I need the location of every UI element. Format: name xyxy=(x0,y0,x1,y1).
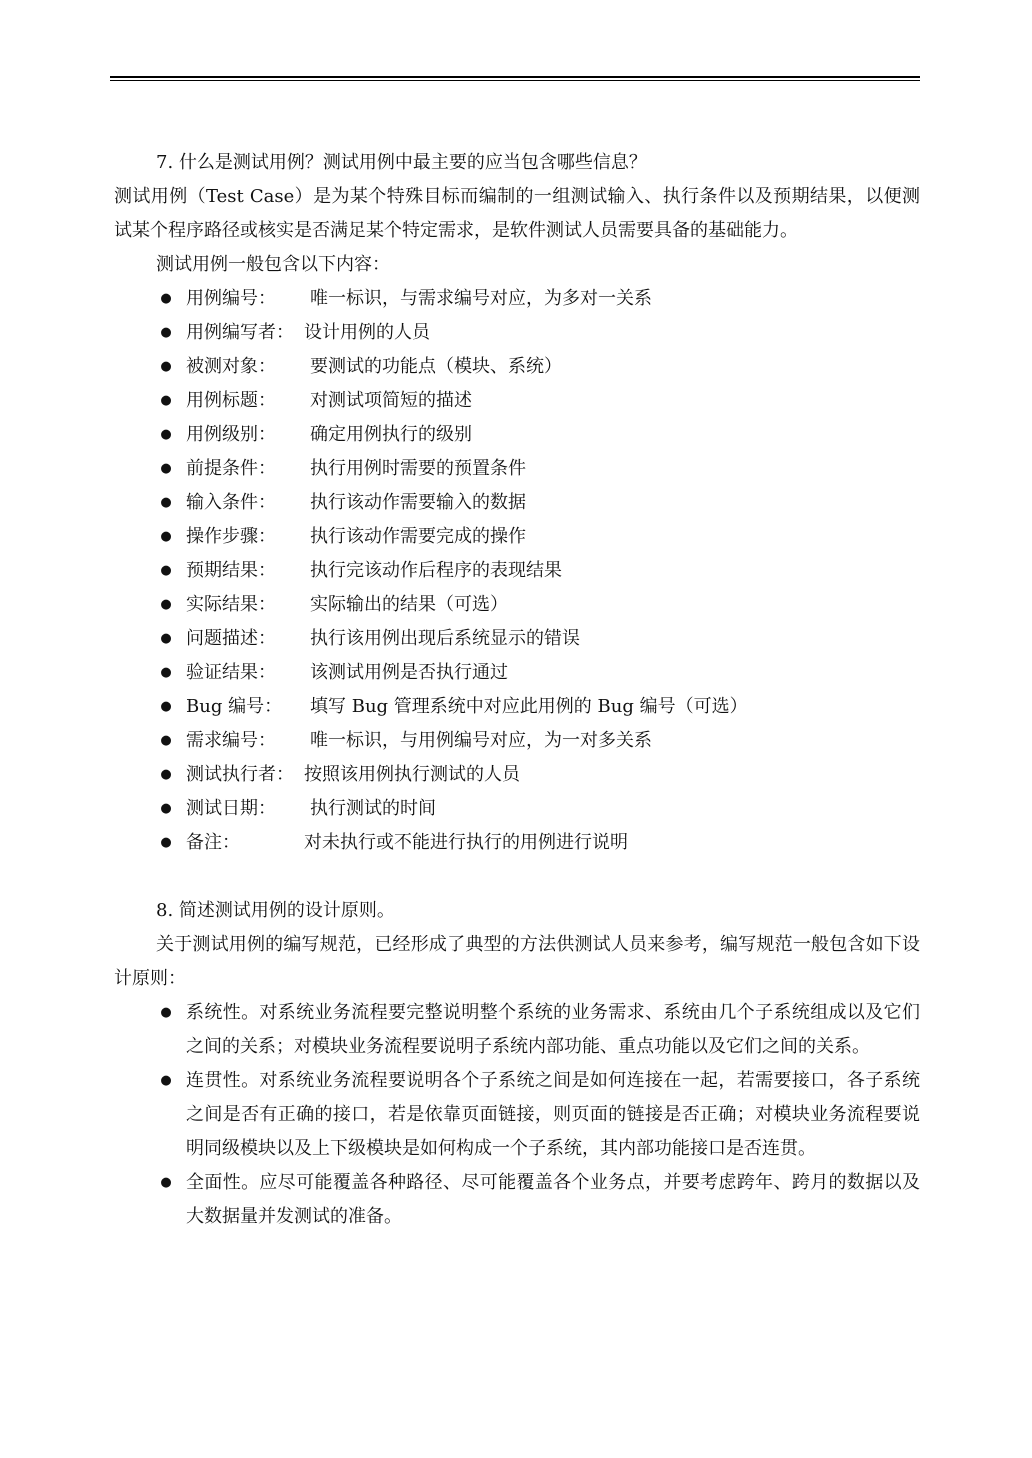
field-desc: 按照该用例执行测试的人员 xyxy=(304,764,520,785)
list-item xyxy=(114,792,920,826)
bullet-icon: ● xyxy=(160,1005,172,1020)
field-term: 测试日期： xyxy=(186,798,276,819)
principle-text: 系统性。对系统业务流程要完整说明整个系统的业务需求、系统由几个子系统组成以及它们之间的关系；对模块业务流程要说明子系统内部功能、重点功能以及它们之间的关系。 xyxy=(186,1002,920,1057)
field-term: 实际结果： xyxy=(186,594,276,615)
list-item xyxy=(114,724,920,758)
bullet-icon: ● xyxy=(160,325,172,340)
header-rule-thin xyxy=(110,80,920,81)
list-item xyxy=(114,486,920,520)
bullet-icon: ● xyxy=(160,699,172,714)
design-principles-intro: 关于测试用例的编写规范，已经形成了典型的方法供测试人员来参考，编写规范一般包含如下设计原则： xyxy=(114,934,920,989)
field-term: Bug 编号： xyxy=(186,696,283,717)
bullet-icon: ● xyxy=(160,427,172,442)
bullet-icon: ● xyxy=(160,291,172,306)
bullet-icon: ● xyxy=(160,495,172,510)
bullet-icon: ● xyxy=(160,563,172,578)
field-desc: 要测试的功能点（模块、系统） xyxy=(310,356,562,377)
field-term: 操作步骤： xyxy=(186,526,276,547)
bullet-icon: ● xyxy=(160,597,172,612)
field-term: 输入条件： xyxy=(186,492,276,513)
list-item xyxy=(114,316,920,350)
list-item xyxy=(114,588,920,622)
list-item xyxy=(114,758,920,792)
test-case-field-list xyxy=(114,282,920,860)
document-body xyxy=(114,146,920,1234)
list-item xyxy=(114,520,920,554)
bullet-icon: ● xyxy=(160,461,172,476)
field-term: 用例编写者： xyxy=(186,322,294,343)
list-item xyxy=(114,384,920,418)
field-desc: 对测试项简短的描述 xyxy=(310,390,472,411)
field-desc: 执行用例时需要的预置条件 xyxy=(310,458,526,479)
field-desc: 执行该动作需要输入的数据 xyxy=(310,492,526,513)
list-item xyxy=(114,656,920,690)
field-term: 备注： xyxy=(186,832,240,853)
field-term: 验证结果： xyxy=(186,662,276,683)
bullet-icon: ● xyxy=(160,1175,172,1190)
list-item xyxy=(114,622,920,656)
bullet-icon: ● xyxy=(160,733,172,748)
list-item xyxy=(114,1064,920,1166)
bullet-icon: ● xyxy=(160,359,172,374)
field-desc: 对未执行或不能进行执行的用例进行说明 xyxy=(304,832,628,853)
section-gap xyxy=(114,860,920,894)
principle-text: 全面性。应尽可能覆盖各种路径、尽可能覆盖各个业务点，并要考虑跨年、跨月的数据以及大数据量并发测试的准备。 xyxy=(186,1172,920,1227)
list-item xyxy=(114,996,920,1064)
list-item xyxy=(114,282,920,316)
list-item xyxy=(114,1166,920,1234)
field-term: 用例编号： xyxy=(186,288,276,309)
design-principle-list xyxy=(114,996,920,1234)
list-item xyxy=(114,690,920,724)
field-term: 预期结果： xyxy=(186,560,276,581)
list-item xyxy=(114,350,920,384)
list-item xyxy=(114,452,920,486)
field-term: 前提条件： xyxy=(186,458,276,479)
field-term: 用例标题： xyxy=(186,390,276,411)
field-term: 被测对象： xyxy=(186,356,276,377)
field-desc: 唯一标识，与需求编号对应，为多对一关系 xyxy=(310,288,652,309)
bullet-icon: ● xyxy=(160,665,172,680)
question-8-title: 8. 简述测试用例的设计原则。 xyxy=(156,900,395,921)
field-desc: 实际输出的结果（可选） xyxy=(310,594,508,615)
field-desc: 执行完该动作后程序的表现结果 xyxy=(310,560,562,581)
field-term: 问题描述： xyxy=(186,628,276,649)
list-item xyxy=(114,554,920,588)
field-term: 用例级别： xyxy=(186,424,276,445)
field-desc: 确定用例执行的级别 xyxy=(310,424,472,445)
field-term: 测试执行者： xyxy=(186,764,294,785)
question-7-title: 7. 什么是测试用例？测试用例中最主要的应当包含哪些信息？ xyxy=(156,152,647,173)
test-case-definition: 测试用例（Test Case）是为某个特殊目标而编制的一组测试输入、执行条件以及预期结果，以便测试某个程序路径或核实是否满足某个特定需求，是软件测试人员需要具备的基础能力。 xyxy=(114,186,920,241)
principle-text: 连贯性。对系统业务流程要说明各个子系统之间是如何连接在一起，若需要接口，各子系统之间是否有正确的接口，若是依靠页面链接，则页面的链接是否正确；对模块业务流程要说明同级模块以及上下级模块是如何构成一个子系统，其内部功能接口是否连贯。 xyxy=(186,1070,920,1159)
bullet-icon: ● xyxy=(160,631,172,646)
test-case-contents-intro: 测试用例一般包含以下内容： xyxy=(156,254,390,275)
list-item xyxy=(114,418,920,452)
field-desc: 唯一标识，与用例编号对应，为一对多关系 xyxy=(310,730,652,751)
bullet-icon: ● xyxy=(160,393,172,408)
list-item xyxy=(114,826,920,860)
bullet-icon: ● xyxy=(160,529,172,544)
field-desc: 执行该动作需要完成的操作 xyxy=(310,526,526,547)
field-desc: 执行该用例出现后系统显示的错误 xyxy=(310,628,580,649)
header-rule-thick xyxy=(110,76,920,78)
field-term: 需求编号： xyxy=(186,730,276,751)
bullet-icon: ● xyxy=(160,767,172,782)
bullet-icon: ● xyxy=(160,801,172,816)
field-desc: 填写 Bug 管理系统中对应此用例的 Bug 编号（可选） xyxy=(310,696,748,717)
bullet-icon: ● xyxy=(160,1073,172,1088)
field-desc: 设计用例的人员 xyxy=(304,322,430,343)
field-desc: 该测试用例是否执行通过 xyxy=(310,662,508,683)
field-desc: 执行测试的时间 xyxy=(310,798,436,819)
bullet-icon: ● xyxy=(160,835,172,850)
